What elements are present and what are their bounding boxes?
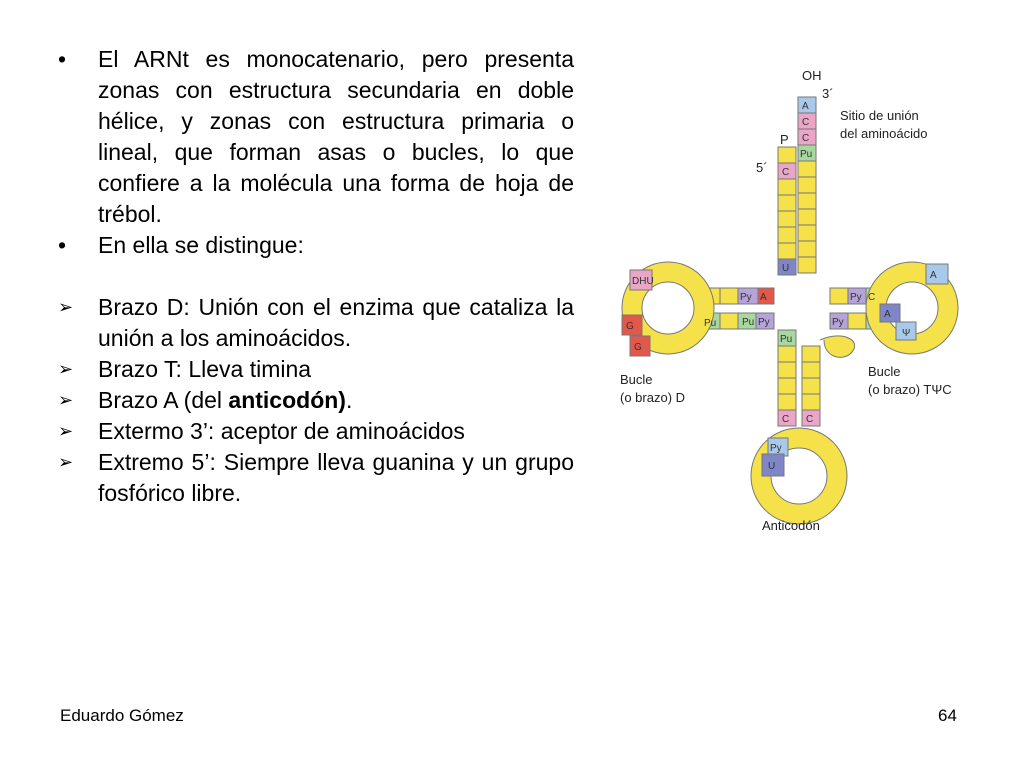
arrow-bullet-icon: ➢ [58, 452, 74, 472]
footer-author: Eduardo Gómez [60, 706, 184, 725]
list-item [58, 385, 574, 416]
slide-text [58, 44, 574, 509]
bullet-text: En ella se distingue: [98, 232, 304, 258]
svg-text:C: C [868, 292, 876, 303]
list-item-tail: . [345, 387, 353, 413]
bullet-icon: • [58, 232, 67, 258]
d-loop-label-2: (o brazo) D [620, 390, 686, 405]
list-item-text: Extermo 3’: aceptor de aminoácidos [98, 418, 465, 444]
arrow-bullet-icon: ➢ [58, 297, 74, 317]
svg-text:Py: Py [832, 317, 844, 328]
five-prime-label: 5´ [756, 160, 768, 175]
svg-text:Pu: Pu [742, 317, 755, 328]
anticodon-label: Anticodón [762, 518, 820, 533]
page-number: 64 [938, 706, 957, 725]
bullet-item [58, 44, 574, 230]
list-item [58, 416, 574, 447]
svg-text:U: U [782, 263, 790, 274]
svg-text:G: G [626, 321, 634, 332]
svg-text:Ψ: Ψ [902, 328, 911, 339]
svg-text:A: A [930, 270, 937, 281]
acceptor-label-2: del aminoácido [840, 126, 928, 141]
svg-text:Pu: Pu [780, 334, 793, 345]
bullet-text: El ARNt es monocatenario, pero presenta zonas con estructura secundaria en doble hélice, y zonas con estructura primaria o lineal, que forman asas o bucles, lo que confiere a la molécula una forma de hoja de trébol. [98, 46, 574, 227]
svg-text:Py: Py [740, 292, 752, 303]
svg-text:Py: Py [770, 443, 782, 454]
svg-text:Pu: Pu [800, 149, 813, 160]
bullet-item [58, 230, 574, 261]
acceptor-label-1: Sitio de unión [840, 108, 919, 123]
p-label: P [780, 132, 789, 147]
bullet-icon: • [58, 46, 67, 72]
trna-cloverleaf-svg [612, 40, 997, 545]
t-loop-label-2: (o brazo) TΨC [868, 382, 952, 397]
svg-text:A: A [760, 292, 767, 303]
list-item-text: Extremo 5’: Siempre lleva guanina y un grupo fosfórico libre. [98, 449, 574, 506]
svg-text:C: C [802, 133, 810, 144]
t-loop-label-1: Bucle [868, 364, 901, 379]
oh-label: OH [802, 68, 822, 83]
list-item-text: Brazo T: Lleva timina [98, 356, 312, 382]
list-item-text: Brazo D: Unión con el enzima que cataliza la unión a los aminoácidos. [98, 294, 574, 351]
svg-text:Py: Py [758, 317, 770, 328]
svg-text:DHU: DHU [632, 276, 654, 287]
list-item [58, 292, 574, 354]
arrow-bullet-icon: ➢ [58, 390, 74, 410]
svg-text:U: U [768, 461, 776, 472]
svg-text:A: A [884, 309, 891, 320]
arrow-bullet-icon: ➢ [58, 359, 74, 379]
svg-text:C: C [782, 414, 790, 425]
list-item [58, 354, 574, 385]
svg-text:A: A [802, 101, 809, 112]
svg-text:C: C [782, 167, 790, 178]
list-item [58, 447, 574, 509]
svg-text:C: C [802, 117, 810, 128]
list-item-text: Brazo A (del [98, 387, 229, 413]
svg-text:G: G [634, 342, 642, 353]
arrow-bullet-icon: ➢ [58, 421, 74, 441]
three-prime-label: 3´ [822, 86, 834, 101]
svg-text:Py: Py [850, 292, 862, 303]
svg-text:Pu: Pu [704, 318, 717, 329]
svg-text:C: C [806, 414, 814, 425]
trna-diagram [612, 40, 997, 545]
d-loop-label-1: Bucle [620, 372, 653, 387]
list-item-bold: anticodón) [228, 387, 346, 413]
